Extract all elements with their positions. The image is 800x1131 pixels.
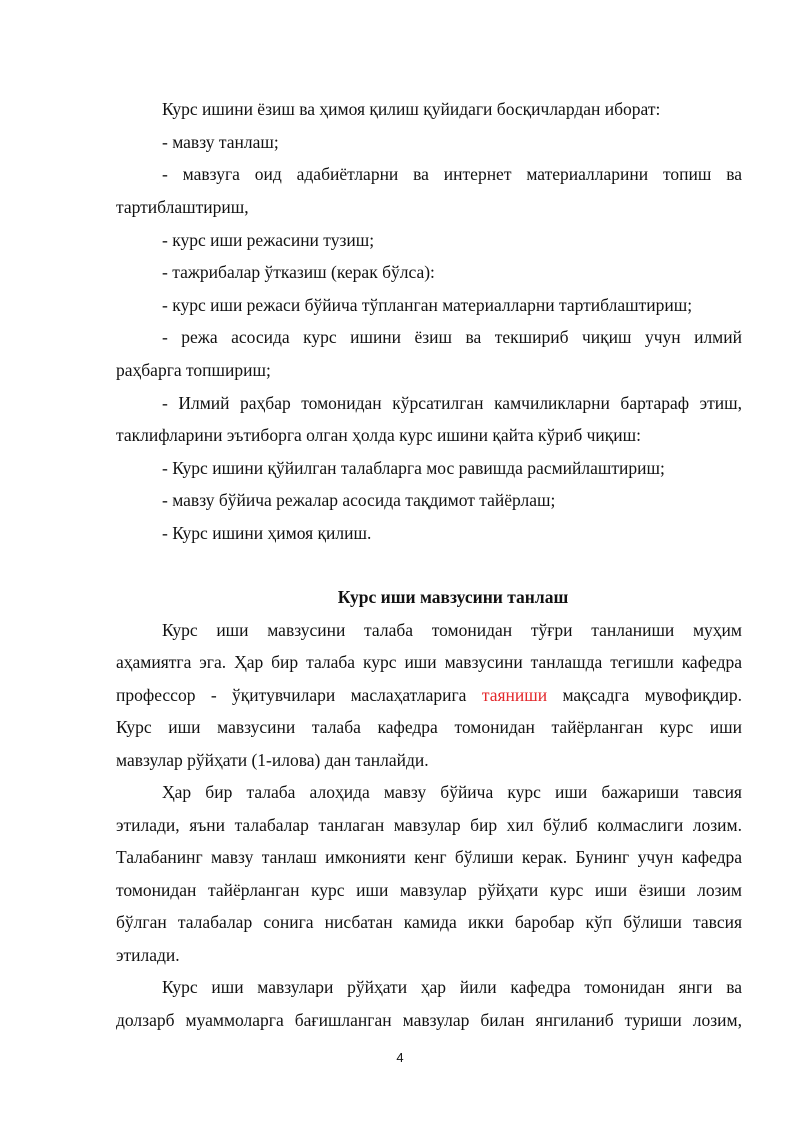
para1-line-3-end: мақсадга мувофиқдир. [547,685,742,705]
para3-line-1: Курс иши мавзулари рўйҳати ҳар йили кафедра томонидан янги ва [162,977,742,997]
para2-line-5: бўлган талабалар сонига нисбатан камида икки баробар кўп бўлиши тавсия [116,912,742,932]
step-presentation: - мавзу бўйича режалар асосида тақдимот тайёрлаш; [162,490,556,510]
para2-line-2: этилади, яъни талабалар танлаган мавзулар бир хил бўлиб колмаслиги лозим. [116,815,742,835]
step-literature-line-2: тартиблаштириш, [116,197,249,217]
para1-line-3-start: профессор - ўқитувчилари маслаҳатларига [116,685,482,705]
step-write-line-2: раҳбарга топшириш; [116,360,271,380]
step-write-line-1: - режа асосида курс ишини ёзиш ва текшириб чиқиш учун илмий [162,327,742,347]
para3-line-2: долзарб муаммоларга бағишланган мавзулар билан янгиланиб туриши лозим, [116,1010,742,1030]
para1-line-1: Курс иши мавзусини талаба томонидан тўғри танланиши муҳим [162,620,742,640]
intro-line: Курс ишини ёзиш ва ҳимоя қилиш қуйидаги босқичлардан иборат: [162,99,661,119]
para2-line-6: этилади. [116,945,180,965]
step-fix-line-1: - Илмий раҳбар томонидан кўрсатилган камчиликларни бартараф этиш, [162,393,742,413]
highlighted-word: таяниши [481,685,548,705]
page-number: 4 [396,1050,404,1065]
step-fix-line-2: таклифларини эътиборга олган ҳолда курс ишини қайта кўриб чиқиш: [116,425,641,445]
step-defense: - Курс ишини ҳимоя қилиш. [162,523,372,543]
step-plan: - курс иши режасини тузиш; [162,230,375,250]
para2-line-1: Ҳар бир талаба алоҳида мавзу бўйича курс иши бажариши тавсия [162,782,742,802]
para2-line-4: томонидан тайёрланган курс иши мавзулар рўйҳати курс иши ёзиши лозим [116,880,742,900]
section-heading: Курс иши мавзусини танлаш [337,587,569,607]
step-literature-line-1: - мавзуга оид адабиётларни ва интернет материалларини топиш ва [162,164,742,184]
step-topic-selection: - мавзу танлаш; [162,132,279,152]
para1-line-4: Курс иши мавзусини талаба кафедра томонидан тайёрланган курс иши [116,717,742,737]
step-organize: - курс иши режаси бўйича тўпланган материалларни тартиблаштириш; [162,295,693,315]
para2-line-3: Талабанинг мавзу танлаш имконияти кенг бўлиши керак. Бунинг учун кафедра [116,847,742,867]
step-experiments: - тажрибалар ўтказиш (керак бўлса): [162,262,435,282]
step-format: - Курс ишини қўйилган талабларга мос равишда расмийлаштириш; [162,458,665,478]
para1-line-5: мавзулар рўйҳати (1-илова) дан танлайди. [116,750,429,770]
para1-line-3 [116,684,742,706]
para1-line-2: аҳамиятга эга. Ҳар бир талаба курс иши мавзусини танлашда тегишли кафедра [116,652,742,672]
